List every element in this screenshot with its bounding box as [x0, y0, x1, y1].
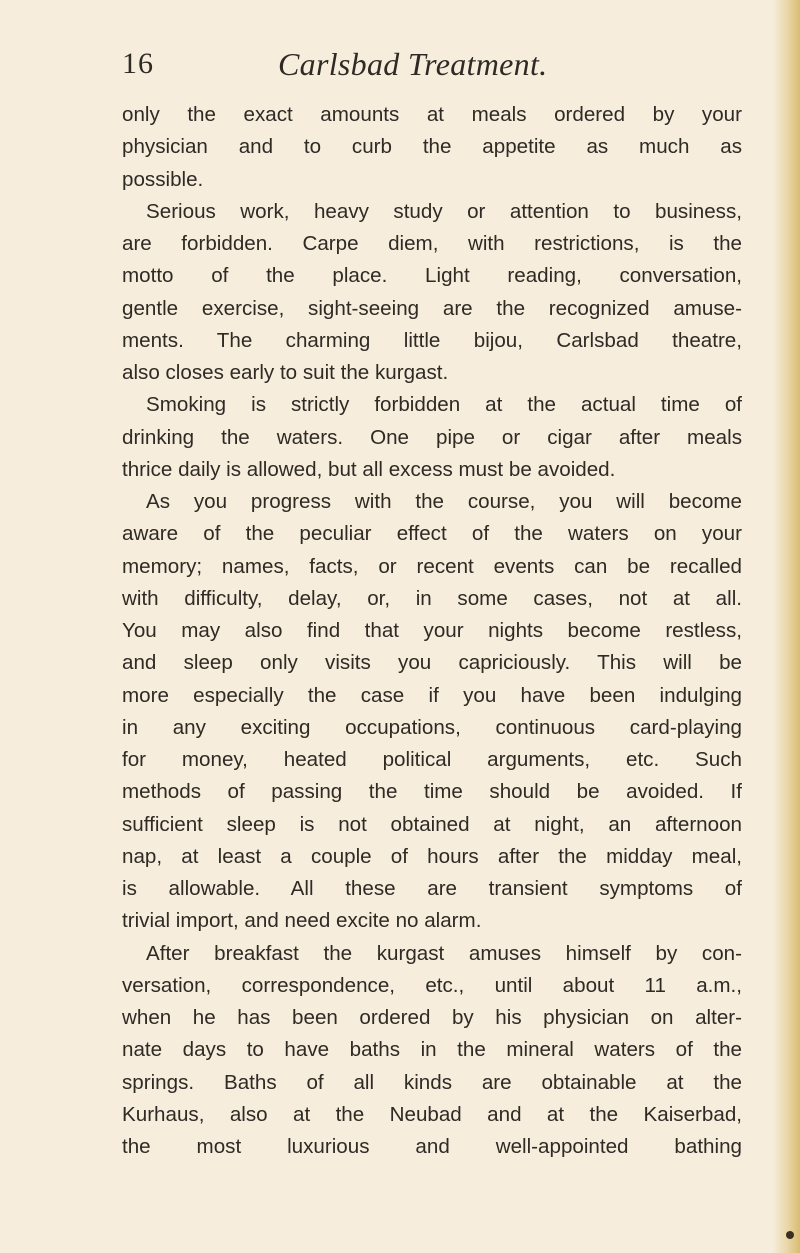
text-line: only the exact amounts at meals ordered by your: [122, 103, 742, 126]
text-line: trivial import, and need excite no alarm.: [122, 909, 482, 933]
text-line: motto of the place. Light reading, conversation,: [122, 264, 742, 288]
text-line: for money, heated political arguments, etc. Such: [122, 748, 742, 771]
text-line: more especially the case if you have been indulging: [122, 683, 742, 707]
text-line: sufficient sleep is not obtained at night, an afternoon: [122, 812, 742, 836]
text-line: also closes early to suit the kurgast.: [122, 361, 449, 384]
page-number: 16: [122, 47, 154, 80]
text-line: aware of the peculiar effect of the waters on your: [122, 522, 742, 546]
text-line: memory; names, facts, or recent events can be recalled: [122, 554, 742, 578]
text-line: thrice daily is allowed, but all excess must be avoided.: [122, 457, 616, 481]
text-line: with difficulty, delay, or, in some cases, not at all.: [122, 586, 742, 610]
text-line: Serious work, heavy study or attention to business,: [146, 199, 742, 223]
text-line: As you progress with the course, you will become: [146, 490, 742, 513]
text-line: are forbidden. Carpe diem, with restrictions, is the: [122, 232, 742, 255]
text-line: gentle exercise, sight-seeing are the recognized amuse-: [122, 296, 742, 320]
page-header: [122, 42, 742, 86]
text-line: the most luxurious and well-appointed bathing: [122, 1135, 742, 1158]
text-line: nap, at least a couple of hours after the midday meal,: [122, 844, 742, 868]
text-line: and sleep only visits you capriciously. This will be: [122, 651, 742, 675]
running-title: Carlsbad Treatment.: [278, 46, 548, 82]
text-line: is allowable. All these are transient symptoms of: [122, 877, 742, 900]
text-line: possible.: [122, 167, 204, 191]
text-line: springs. Baths of all kinds are obtainable at the: [122, 1070, 742, 1094]
text-line: Smoking is strictly forbidden at the actual time of: [146, 393, 742, 417]
text-line: You may also find that your nights become restless,: [122, 619, 742, 642]
text-line: ments. The charming little bijou, Carlsbad theatre,: [122, 328, 742, 352]
text-line: in any exciting occupations, continuous card-playing: [122, 715, 742, 739]
text-line: physician and to curb the appetite as much as: [122, 135, 742, 159]
text-line: drinking the waters. One pipe or cigar after meals: [122, 425, 742, 449]
ink-mark: [786, 1231, 794, 1239]
text-line: when he has been ordered by his physician on alter-: [122, 1006, 742, 1029]
text-line: After breakfast the kurgast amuses himself by con-: [146, 941, 742, 965]
text-line: nate days to have baths in the mineral waters of the: [122, 1038, 742, 1062]
text-line: Kurhaus, also at the Neubad and at the Kaiserbad,: [122, 1102, 742, 1126]
text-line: versation, correspondence, etc., until about 11 a.m.,: [122, 973, 742, 997]
text-line: methods of passing the time should be avoided. If: [122, 780, 742, 804]
page-edge: [772, 0, 800, 1253]
body-text: [122, 99, 742, 1163]
